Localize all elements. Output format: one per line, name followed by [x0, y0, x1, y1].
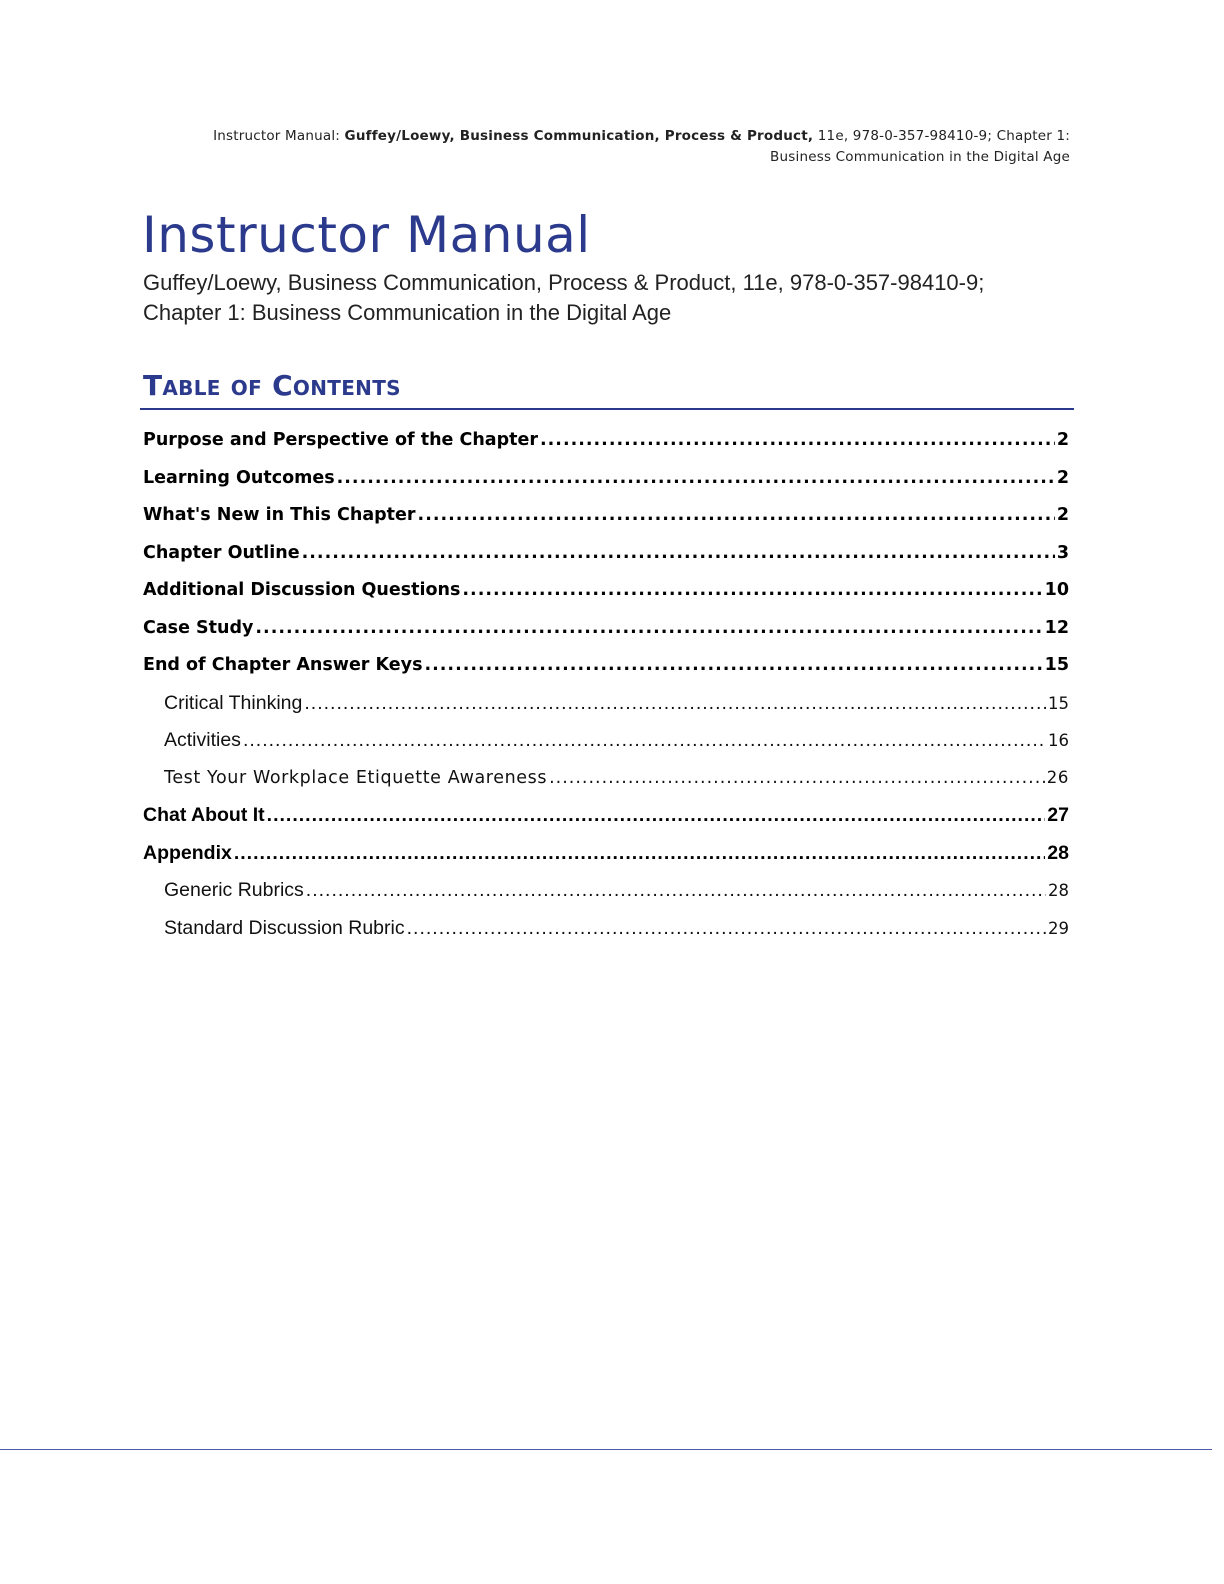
toc-entry-label: Case Study	[143, 617, 254, 638]
dot-leader	[255, 612, 1042, 644]
dot-leader	[302, 537, 1055, 569]
toc-entry-generic-rubrics[interactable]	[143, 874, 1069, 912]
toc-entry-page: 3	[1056, 542, 1069, 563]
dot-leader	[549, 762, 1045, 794]
toc-entry-label: Appendix	[143, 841, 232, 864]
toc-entry-whats-new[interactable]	[143, 499, 1069, 537]
toc-entry-label: Test Your Workplace Etiquette Awareness	[164, 767, 548, 788]
dot-leader	[267, 799, 1046, 831]
toc-entry-chapter-outline[interactable]	[143, 537, 1069, 575]
toc-entry-page: 15	[1048, 693, 1069, 713]
dot-leader	[407, 912, 1046, 944]
toc-entry-label: Activities	[164, 729, 241, 751]
running-header	[150, 126, 1070, 168]
toc-entry-label: Chat About It	[143, 804, 265, 826]
toc-entry-label: Critical Thinking	[164, 691, 303, 714]
subtitle-line-2: Chapter 1: Business Communication in the Digital Age	[143, 300, 672, 325]
running-header-line-1	[150, 126, 1070, 147]
toc-entry-label: Standard Discussion Rubric	[164, 916, 405, 939]
toc-entry-label: Generic Rubrics	[164, 879, 304, 901]
toc-entry-discussion-questions[interactable]	[143, 574, 1069, 612]
dot-leader	[304, 687, 1046, 719]
dot-leader	[306, 874, 1046, 906]
dot-leader	[337, 462, 1055, 494]
toc-heading: Table of Contents	[143, 369, 401, 402]
toc-entry-page: 16	[1048, 731, 1069, 750]
running-header-line-2: Business Communication in the Digital Age	[770, 149, 1070, 165]
running-header-book-title: Guffey/Loewy, Business Communication, Process & Product,	[344, 128, 814, 144]
toc-entry-chat-about-it[interactable]	[143, 799, 1069, 837]
toc-entry-page: 12	[1044, 617, 1069, 638]
toc-entry-page: 28	[1048, 881, 1069, 900]
dot-leader	[462, 574, 1042, 606]
dot-leader	[234, 837, 1045, 869]
toc-entry-label: What's New in This Chapter	[143, 505, 416, 525]
toc-entry-discussion-rubric[interactable]	[143, 912, 1069, 950]
toc-entry-page: 26	[1046, 767, 1069, 787]
toc-entry-label: Additional Discussion Questions	[143, 580, 461, 600]
toc-entry-critical-thinking[interactable]	[143, 687, 1069, 725]
toc-entry-page: 27	[1047, 804, 1069, 826]
table-of-contents	[143, 424, 1069, 949]
running-header-prefix: Instructor Manual:	[213, 128, 345, 144]
toc-entry-page: 10	[1044, 580, 1069, 600]
dot-leader	[243, 724, 1046, 756]
toc-entry-page: 2	[1056, 467, 1069, 488]
toc-entry-activities[interactable]	[143, 724, 1069, 762]
dot-leader	[418, 499, 1055, 531]
toc-entry-label: Learning Outcomes	[143, 467, 335, 488]
toc-entry-purpose[interactable]	[143, 424, 1069, 462]
footer-divider	[0, 1449, 1212, 1450]
toc-entry-page: 2	[1056, 430, 1069, 450]
toc-entry-appendix[interactable]	[143, 837, 1069, 875]
dot-leader	[540, 424, 1055, 456]
toc-entry-label: Purpose and Perspective of the Chapter	[143, 430, 538, 450]
dot-leader	[424, 649, 1042, 681]
toc-entry-page: 15	[1044, 655, 1069, 675]
toc-entry-label: Chapter Outline	[143, 542, 300, 563]
document-subtitle	[143, 268, 1083, 328]
toc-entry-page: 28	[1047, 841, 1069, 864]
toc-entry-answer-keys[interactable]	[143, 649, 1069, 687]
running-header-suffix: 11e, 978-0-357-98410-9; Chapter 1:	[813, 128, 1070, 144]
toc-divider	[140, 408, 1074, 410]
toc-entry-label: End of Chapter Answer Keys	[143, 655, 423, 675]
toc-entry-learning-outcomes[interactable]	[143, 462, 1069, 500]
toc-entry-etiquette-awareness[interactable]	[143, 762, 1069, 800]
document-title: Instructor Manual	[142, 206, 591, 264]
toc-entry-page: 29	[1048, 918, 1069, 938]
toc-entry-page: 2	[1056, 505, 1069, 525]
subtitle-line-1: Guffey/Loewy, Business Communication, Process & Product, 11e, 978-0-357-98410-9;	[143, 270, 985, 295]
toc-entry-case-study[interactable]	[143, 612, 1069, 650]
